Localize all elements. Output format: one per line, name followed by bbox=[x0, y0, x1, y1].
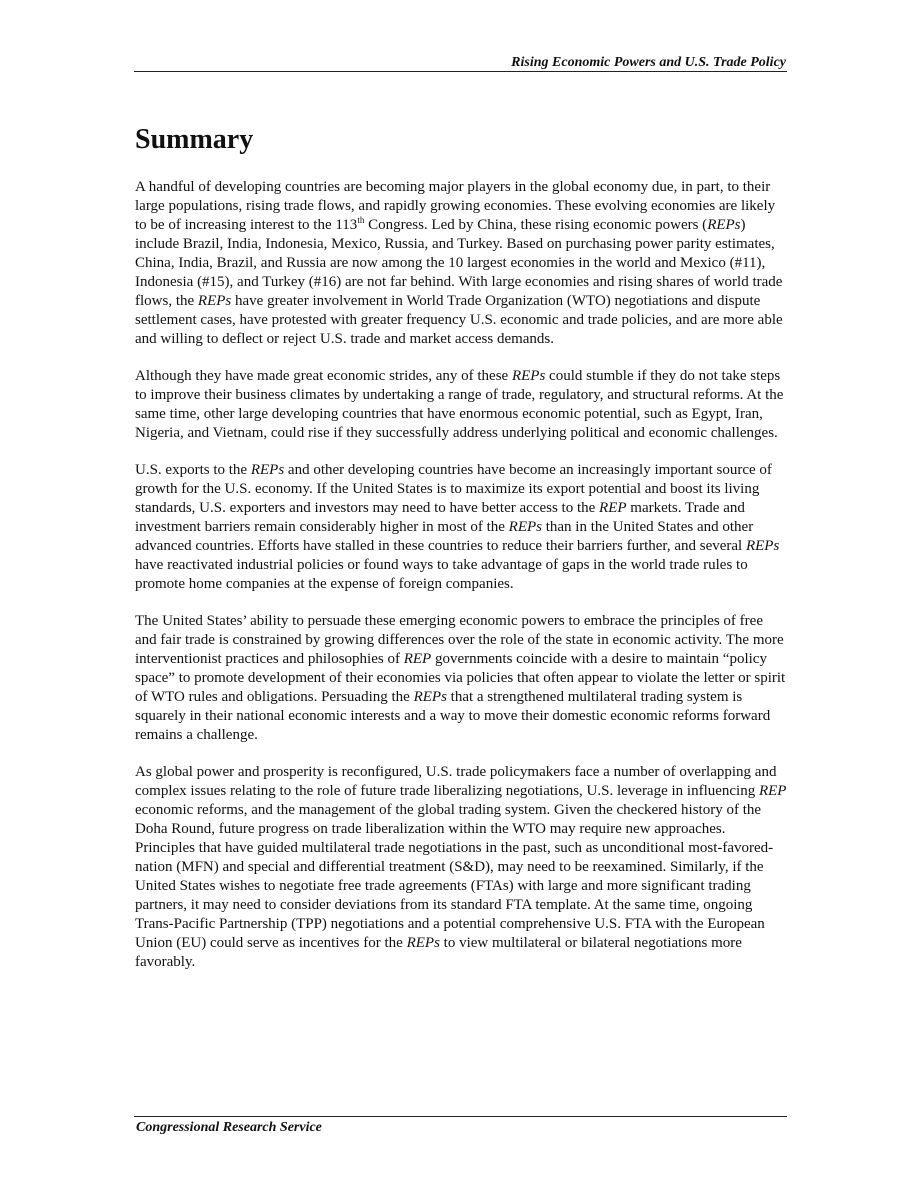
emphasis-term: REPs bbox=[413, 689, 447, 705]
footer-divider bbox=[134, 1116, 787, 1117]
text-run: economic reforms, and the management of the global trading system. Given the checkered history of the Doha Round, future progress on trade liberalization within the WTO may require new approaches. Principles that have guided multilateral trade negotiations in the past, such as unconditional most-favored-nation (MFN) and special and differential treatment (S&D), may need to be reexamined. Similarly, if the United States wishes to negotiate free trade agreements (FTAs) with large and more significant trading partners, it may need to consider deviations from its standard FTA template. At the same time, ongoing Trans-Pacific Partnership (TPP) negotiations and a potential comprehensive U.S. FTA with the European Union (EU) could serve as incentives for the bbox=[135, 802, 774, 951]
text-run: Although they have made great economic strides, any of these bbox=[135, 368, 512, 384]
text-run: The United States’ ability to persuade these emerging economic powers to embrace the principles of free and fair trade is constrained by growing differences over the role of the state in economic activity. The more interventionist practices and philosophies of bbox=[135, 613, 784, 667]
running-footer-title: Congressional Research Service bbox=[136, 1120, 322, 1135]
summary-body bbox=[135, 178, 787, 990]
text-run: have reactivated industrial policies or found ways to take advantage of gaps in the world trade rules to promote home companies at the expense of foreign companies. bbox=[135, 557, 748, 592]
summary-paragraph bbox=[135, 461, 787, 594]
emphasis-term: REP bbox=[599, 500, 627, 516]
emphasis-term: REPs bbox=[197, 293, 232, 309]
emphasis-term: REP bbox=[403, 651, 432, 667]
text-run: markets. Trade and investment barriers remain considerably higher in most of the bbox=[135, 500, 745, 535]
emphasis-term: REPs bbox=[508, 519, 542, 535]
emphasis-term: REPs bbox=[745, 538, 780, 554]
text-run: that a strengthened multilateral trading system is squarely in their national economic interests and a way to move their domestic economic reforms forward remains a challenge. bbox=[135, 689, 771, 743]
text-run: governments coincide with a desire to maintain “policy space” to promote development of their economies via policies that often appear to violate the letter or spirit of WTO rules and obligations. Persuading the bbox=[135, 651, 786, 705]
text-run: Congress. Led by China, these rising economic powers ( bbox=[364, 217, 708, 233]
header-divider bbox=[134, 71, 787, 72]
text-run: could stumble if they do not take steps to improve their business climates by undertaking a range of trade, regulatory, and structural reforms. At the same time, other large developing countries that have enormous economic potential, such as Egypt, Iran, Nigeria, and Vietnam, could rise if they successfully address underlying political and economic challenges. bbox=[135, 368, 784, 441]
text-run: As global power and prosperity is reconfigured, U.S. trade policymakers face a number of overlapping and complex issues relating to the role of future trade liberalizing negotiations, U.S. leverage in influencing bbox=[135, 764, 777, 799]
text-run: U.S. exports to the bbox=[135, 462, 251, 478]
text-run: than in the United States and other advanced countries. Efforts have stalled in these countries to reduce their barriers further, and several bbox=[135, 519, 754, 554]
page-heading: Summary bbox=[135, 124, 254, 155]
text-run: and other developing countries have become an increasingly important source of growth for the U.S. economy. If the United States is to maximize its export potential and boost its living standards, U.S. exporters and investors may need to have better access to the bbox=[135, 462, 772, 516]
emphasis-term: REPs bbox=[707, 217, 741, 233]
summary-paragraph bbox=[135, 367, 787, 443]
summary-paragraph bbox=[135, 612, 787, 745]
text-run: to view multilateral or bilateral negotiations more favorably. bbox=[135, 935, 742, 970]
emphasis-term: REPs bbox=[250, 462, 285, 478]
emphasis-term: REPs bbox=[511, 368, 546, 384]
text-run: A handful of developing countries are becoming major players in the global economy due, in part, to their large populations, rising trade flows, and rapidly growing economies. These evolving economies are likely to be of increasing interest to the 113 bbox=[135, 179, 776, 233]
ordinal-superscript: th bbox=[357, 215, 365, 225]
running-header-title: Rising Economic Powers and U.S. Trade Policy bbox=[511, 55, 786, 70]
text-run: ) include Brazil, India, Indonesia, Mexico, Russia, and Turkey. Based on purchasing power parity estimates, China, India, Brazil, and Russia are now among the 10 largest economies in the world and Mexico (#11), Indonesia (#15), and Turkey (#16) are not far behind. With large economies and rising shares of world trade flows, the bbox=[135, 217, 783, 309]
emphasis-term: REP bbox=[758, 783, 787, 799]
text-run: have greater involvement in World Trade Organization (WTO) negotiations and dispute settlement cases, have protested with greater frequency U.S. economic and trade policies, and are more able and willing to deflect or reject U.S. trade and market access demands. bbox=[135, 293, 783, 347]
summary-paragraph bbox=[135, 763, 787, 972]
emphasis-term: REPs bbox=[406, 935, 440, 951]
summary-paragraph bbox=[135, 178, 787, 349]
